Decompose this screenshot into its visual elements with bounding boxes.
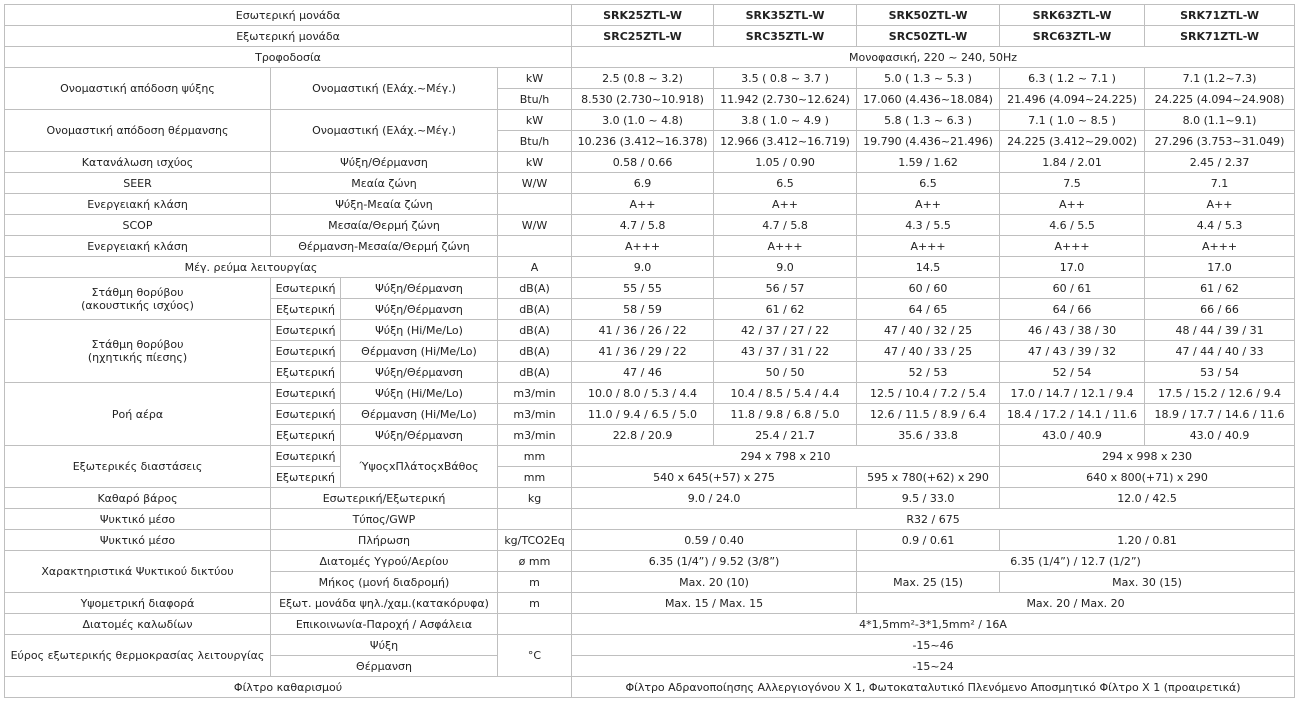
value-cell: Μονοφασική, 220 ~ 240, 50Hz — [572, 47, 1295, 68]
row-label: Εύρος εξωτερικής θερμοκρασίας λειτουργίας — [5, 635, 271, 677]
value-cell: 35.6 / 33.8 — [857, 425, 1000, 446]
value-cell: 4.4 / 5.3 — [1145, 215, 1295, 236]
value-cell: 43.0 / 40.9 — [1145, 425, 1295, 446]
unit-cell: dB(A) — [498, 320, 572, 341]
energy-class-cool-row — [5, 194, 1295, 215]
unit-cell: m3/min — [498, 383, 572, 404]
heating-kw-row — [5, 110, 1295, 131]
value-cell: 41 / 36 / 29 / 22 — [572, 341, 714, 362]
unit-cell: dB(A) — [498, 362, 572, 383]
charge-row — [5, 530, 1295, 551]
value-cell: A++ — [1145, 194, 1295, 215]
value-cell: 595 x 780(+62) x 290 — [857, 467, 1000, 488]
value-cell: 1.84 / 2.01 — [1000, 152, 1145, 173]
location-cell: Εξωτερική — [271, 299, 341, 320]
row-label: Εξωτερικές διαστάσεις — [5, 446, 271, 488]
sub-label: Ονομαστική (Ελάχ.~Μέγ.) — [271, 68, 498, 110]
value-cell: 9.0 — [572, 257, 714, 278]
unit-cell: dB(A) — [498, 299, 572, 320]
unit-cell: dB(A) — [498, 278, 572, 299]
value-cell: 12.966 (3.412~16.719) — [714, 131, 857, 152]
model-cell: SRK25ZTL-W — [572, 5, 714, 26]
spec-table — [4, 4, 1295, 698]
row-label: SCOP — [5, 215, 271, 236]
sub-label: Μήκος (μονή διαδρομή) — [271, 572, 498, 593]
dimensions-row — [5, 446, 1295, 467]
value-cell: 2.5 (0.8 ~ 3.2) — [572, 68, 714, 89]
value-cell: 41 / 36 / 26 / 22 — [572, 320, 714, 341]
row-label — [5, 320, 271, 383]
value-cell: 4.6 / 5.5 — [1000, 215, 1145, 236]
sub-label: Επικοινωνία-Παροχή / Ασφάλεια — [271, 614, 498, 635]
value-cell: 5.8 ( 1.3 ~ 6.3 ) — [857, 110, 1000, 131]
value-cell: 4.3 / 5.5 — [857, 215, 1000, 236]
value-cell: 8.530 (2.730~10.918) — [572, 89, 714, 110]
value-cell: 3.5 ( 0.8 ~ 3.7 ) — [714, 68, 857, 89]
height-diff-row — [5, 593, 1295, 614]
sub-label: Ψύξη/Θέρμανση — [271, 152, 498, 173]
model-cell: SRC35ZTL-W — [714, 26, 857, 47]
value-cell: Max. 25 (15) — [857, 572, 1000, 593]
unit-cell — [498, 194, 572, 215]
mode-cell: Θέρμανση (Hi/Me/Lo) — [341, 404, 498, 425]
value-cell: 5.0 ( 1.3 ~ 5.3 ) — [857, 68, 1000, 89]
value-cell: 47 / 43 / 39 / 32 — [1000, 341, 1145, 362]
value-cell: 12.0 / 42.5 — [1000, 488, 1295, 509]
value-cell: 47 / 46 — [572, 362, 714, 383]
model-cell: SRC25ZTL-W — [572, 26, 714, 47]
max-current-row — [5, 257, 1295, 278]
value-cell: R32 / 675 — [572, 509, 1295, 530]
sub-label: Πλήρωση — [271, 530, 498, 551]
value-cell: 47 / 40 / 33 / 25 — [857, 341, 1000, 362]
location-cell: Εσωτερική — [271, 320, 341, 341]
filter-row — [5, 677, 1295, 698]
value-cell: 11.942 (2.730~12.624) — [714, 89, 857, 110]
row-label: Ονομαστική απόδοση θέρμανσης — [5, 110, 271, 152]
sub-label: Μεαία ζώνη — [271, 173, 498, 194]
value-cell: 294 x 998 x 230 — [1000, 446, 1295, 467]
value-cell: 6.9 — [572, 173, 714, 194]
energy-class-heat-row — [5, 236, 1295, 257]
value-cell: Max. 20 / Max. 20 — [857, 593, 1295, 614]
power-consumption-row — [5, 152, 1295, 173]
temp-range-cool-row — [5, 635, 1295, 656]
value-cell: 0.58 / 0.66 — [572, 152, 714, 173]
row-label: Ψυκτικό μέσο — [5, 530, 271, 551]
value-cell: 17.5 / 15.2 / 12.6 / 9.4 — [1145, 383, 1295, 404]
sub-label: Διατομές Υγρού/Αερίου — [271, 551, 498, 572]
refrigerant-row — [5, 509, 1295, 530]
value-cell: 52 / 53 — [857, 362, 1000, 383]
value-cell: 3.0 (1.0 ~ 4.8) — [572, 110, 714, 131]
value-cell: 8.0 (1.1~9.1) — [1145, 110, 1295, 131]
value-cell: 21.496 (4.094~24.225) — [1000, 89, 1145, 110]
value-cell: -15~46 — [572, 635, 1295, 656]
row-label: Μέγ. ρεύμα λειτουργίας — [5, 257, 498, 278]
unit-cell: mm — [498, 446, 572, 467]
value-cell: 24.225 (4.094~24.908) — [1145, 89, 1295, 110]
row-label — [5, 278, 271, 320]
value-cell: A+++ — [714, 236, 857, 257]
value-cell: 12.5 / 10.4 / 7.2 / 5.4 — [857, 383, 1000, 404]
power-supply-row — [5, 47, 1295, 68]
value-cell: A+++ — [857, 236, 1000, 257]
model-cell: SRC50ZTL-W — [857, 26, 1000, 47]
sub-label: Μεσαία/Θερμή ζώνη — [271, 215, 498, 236]
location-cell: Εσωτερική — [271, 404, 341, 425]
model-cell: SRC63ZTL-W — [1000, 26, 1145, 47]
unit-cell: mm — [498, 467, 572, 488]
unit-cell — [498, 614, 572, 635]
unit-cell: Btu/h — [498, 131, 572, 152]
value-cell: 43.0 / 40.9 — [1000, 425, 1145, 446]
value-cell: 7.5 — [1000, 173, 1145, 194]
value-cell: 0.59 / 0.40 — [572, 530, 857, 551]
unit-cell: W/W — [498, 215, 572, 236]
value-cell: 22.8 / 20.9 — [572, 425, 714, 446]
piping-diameter-row — [5, 551, 1295, 572]
sub-label: Ονομαστική (Ελάχ.~Μέγ.) — [271, 110, 498, 152]
value-cell: 50 / 50 — [714, 362, 857, 383]
unit-cell: kg — [498, 488, 572, 509]
model-cell: SRK50ZTL-W — [857, 5, 1000, 26]
row-label: Χαρακτηριστικά Ψυκτικού δικτύου — [5, 551, 271, 593]
value-cell: 17.0 — [1145, 257, 1295, 278]
value-cell: Φίλτρο Αδρανοποίησης Αλλεργιογόνου Χ 1, Φωτοκαταλυτικό Πλενόμενο Αποσμητικό Φίλτρο Χ 1 (προαιρετικά) — [572, 677, 1295, 698]
location-cell: Εσωτερική — [271, 446, 341, 467]
row-label: Καθαρό βάρος — [5, 488, 271, 509]
location-cell: Εσωτερική — [271, 278, 341, 299]
row-label-line2: (ακουστικής ισχύος) — [81, 298, 194, 312]
row-label: Ενεργειακή κλάση — [5, 194, 271, 215]
unit-cell — [498, 236, 572, 257]
model-cell: SRK63ZTL-W — [1000, 5, 1145, 26]
row-label-line1: Στάθμη θορύβου — [91, 285, 184, 299]
row-label-line2: (ηχητικής πίεσης) — [87, 351, 188, 364]
indoor-unit-row — [5, 5, 1295, 26]
value-cell: 7.1 — [1145, 173, 1295, 194]
unit-cell: kW — [498, 68, 572, 89]
unit-cell: ø mm — [498, 551, 572, 572]
value-cell: A++ — [714, 194, 857, 215]
value-cell: A++ — [572, 194, 714, 215]
row-label-line1: Στάθμη θορύβου — [91, 338, 184, 351]
value-cell: 14.5 — [857, 257, 1000, 278]
value-cell: 10.236 (3.412~16.378) — [572, 131, 714, 152]
value-cell: Max. 30 (15) — [1000, 572, 1295, 593]
value-cell: 294 x 798 x 210 — [572, 446, 1000, 467]
row-label: Ψυκτικό μέσο — [5, 509, 271, 530]
value-cell: 47 / 44 / 40 / 33 — [1145, 341, 1295, 362]
value-cell: 58 / 59 — [572, 299, 714, 320]
unit-cell: W/W — [498, 173, 572, 194]
value-cell: 6.3 ( 1.2 ~ 7.1 ) — [1000, 68, 1145, 89]
value-cell: A+++ — [1000, 236, 1145, 257]
sound-power-row — [5, 278, 1295, 299]
row-label: Εξωτερική μονάδα — [5, 26, 572, 47]
mode-cell: Ψύξη (Hi/Me/Lo) — [341, 320, 498, 341]
seer-row — [5, 173, 1295, 194]
row-label: Εσωτερική μονάδα — [5, 5, 572, 26]
unit-cell — [498, 509, 572, 530]
row-label: Ενεργειακή κλάση — [5, 236, 271, 257]
mode-cell: Ψύξη/Θέρμανση — [341, 278, 498, 299]
value-cell: 17.060 (4.436~18.084) — [857, 89, 1000, 110]
value-cell: 25.4 / 21.7 — [714, 425, 857, 446]
mode-cell: Ψύξη/Θέρμανση — [341, 362, 498, 383]
value-cell: 47 / 40 / 32 / 25 — [857, 320, 1000, 341]
value-cell: 1.05 / 0.90 — [714, 152, 857, 173]
value-cell: 6.35 (1/4”) / 9.52 (3/8”) — [572, 551, 857, 572]
location-cell: Εξωτερική — [271, 425, 341, 446]
outdoor-unit-row — [5, 26, 1295, 47]
airflow-row — [5, 383, 1295, 404]
value-cell: 66 / 66 — [1145, 299, 1295, 320]
value-cell: 2.45 / 2.37 — [1145, 152, 1295, 173]
value-cell: 27.296 (3.753~31.049) — [1145, 131, 1295, 152]
mode-cell: Ψύξη/Θέρμανση — [341, 425, 498, 446]
unit-cell: dB(A) — [498, 341, 572, 362]
value-cell: 64 / 66 — [1000, 299, 1145, 320]
value-cell: Max. 20 (10) — [572, 572, 857, 593]
mode-cell: ΎψοςxΠλάτοςxΒάθος — [341, 446, 498, 488]
value-cell: A++ — [1000, 194, 1145, 215]
value-cell: 10.4 / 8.5 / 5.4 / 4.4 — [714, 383, 857, 404]
value-cell: 11.0 / 9.4 / 6.5 / 5.0 — [572, 404, 714, 425]
sub-label: Εσωτερική/Εξωτερική — [271, 488, 498, 509]
value-cell: 18.4 / 17.2 / 14.1 / 11.6 — [1000, 404, 1145, 425]
mode-cell: Θέρμανση (Hi/Me/Lo) — [341, 341, 498, 362]
model-cell: SRK71ZTL-W — [1145, 5, 1295, 26]
unit-cell: °C — [498, 635, 572, 677]
value-cell: 52 / 54 — [1000, 362, 1145, 383]
row-label: Διατομές καλωδίων — [5, 614, 271, 635]
row-label: Φίλτρο καθαρισμού — [5, 677, 572, 698]
cables-row — [5, 614, 1295, 635]
value-cell: 4.7 / 5.8 — [572, 215, 714, 236]
value-cell: 7.1 ( 1.0 ~ 8.5 ) — [1000, 110, 1145, 131]
value-cell: 0.9 / 0.61 — [857, 530, 1000, 551]
value-cell: 43 / 37 / 31 / 22 — [714, 341, 857, 362]
value-cell: 9.0 / 24.0 — [572, 488, 857, 509]
row-label: Υψομετρική διαφορά — [5, 593, 271, 614]
row-label: Κατανάλωση ισχύος — [5, 152, 271, 173]
unit-cell: kW — [498, 152, 572, 173]
value-cell: 55 / 55 — [572, 278, 714, 299]
value-cell: -15~24 — [572, 656, 1295, 677]
value-cell: 12.6 / 11.5 / 8.9 / 6.4 — [857, 404, 1000, 425]
unit-cell: m3/min — [498, 404, 572, 425]
value-cell: 60 / 61 — [1000, 278, 1145, 299]
value-cell: 48 / 44 / 39 / 31 — [1145, 320, 1295, 341]
value-cell: 640 x 800(+71) x 290 — [1000, 467, 1295, 488]
value-cell: 17.0 / 14.7 / 12.1 / 9.4 — [1000, 383, 1145, 404]
mode-cell: Ψύξη (Hi/Me/Lo) — [341, 383, 498, 404]
value-cell: A++ — [857, 194, 1000, 215]
value-cell: 17.0 — [1000, 257, 1145, 278]
unit-cell: kW — [498, 110, 572, 131]
value-cell: 1.59 / 1.62 — [857, 152, 1000, 173]
value-cell: 61 / 62 — [714, 299, 857, 320]
value-cell: 18.9 / 17.7 / 14.6 / 11.6 — [1145, 404, 1295, 425]
row-label: SEER — [5, 173, 271, 194]
value-cell: 42 / 37 / 27 / 22 — [714, 320, 857, 341]
unit-cell: Btu/h — [498, 89, 572, 110]
sub-label: Ψύξη-Μεαία ζώνη — [271, 194, 498, 215]
model-cell: SRK35ZTL-W — [714, 5, 857, 26]
sub-label: Θέρμανση-Μεσαία/Θερμή ζώνη — [271, 236, 498, 257]
value-cell: 53 / 54 — [1145, 362, 1295, 383]
value-cell: 60 / 60 — [857, 278, 1000, 299]
value-cell: 46 / 43 / 38 / 30 — [1000, 320, 1145, 341]
value-cell: 540 x 645(+57) x 275 — [572, 467, 857, 488]
value-cell: A+++ — [572, 236, 714, 257]
value-cell: 10.0 / 8.0 / 5.3 / 4.4 — [572, 383, 714, 404]
value-cell: 6.5 — [857, 173, 1000, 194]
unit-cell: m — [498, 593, 572, 614]
value-cell: 4.7 / 5.8 — [714, 215, 857, 236]
sub-label: Θέρμανση — [271, 656, 498, 677]
sub-label: Εξωτ. μονάδα ψηλ./χαμ.(κατακόρυφα) — [271, 593, 498, 614]
value-cell: 3.8 ( 1.0 ~ 4.9 ) — [714, 110, 857, 131]
value-cell: 19.790 (4.436~21.496) — [857, 131, 1000, 152]
unit-cell: m — [498, 572, 572, 593]
value-cell: 1.20 / 0.81 — [1000, 530, 1295, 551]
value-cell: 56 / 57 — [714, 278, 857, 299]
row-label: Ροή αέρα — [5, 383, 271, 446]
value-cell: 64 / 65 — [857, 299, 1000, 320]
row-label: Ονομαστική απόδοση ψύξης — [5, 68, 271, 110]
unit-cell: m3/min — [498, 425, 572, 446]
sub-label: Ψύξη — [271, 635, 498, 656]
value-cell: 6.35 (1/4”) / 12.7 (1/2”) — [857, 551, 1295, 572]
value-cell: A+++ — [1145, 236, 1295, 257]
sound-pressure-row — [5, 320, 1295, 341]
value-cell: 6.5 — [714, 173, 857, 194]
unit-cell: kg/TCO2Eq — [498, 530, 572, 551]
cooling-kw-row — [5, 68, 1295, 89]
value-cell: Max. 15 / Max. 15 — [572, 593, 857, 614]
location-cell: Εσωτερική — [271, 341, 341, 362]
sub-label: Τύπος/GWP — [271, 509, 498, 530]
value-cell: 24.225 (3.412~29.002) — [1000, 131, 1145, 152]
location-cell: Εσωτερική — [271, 383, 341, 404]
value-cell: 11.8 / 9.8 / 6.8 / 5.0 — [714, 404, 857, 425]
row-label: Τροφοδοσία — [5, 47, 572, 68]
location-cell: Εξωτερική — [271, 362, 341, 383]
value-cell: 9.0 — [714, 257, 857, 278]
value-cell: 9.5 / 33.0 — [857, 488, 1000, 509]
value-cell: 7.1 (1.2~7.3) — [1145, 68, 1295, 89]
mode-cell: Ψύξη/Θέρμανση — [341, 299, 498, 320]
value-cell: 4*1,5mm²-3*1,5mm² / 16A — [572, 614, 1295, 635]
scop-row — [5, 215, 1295, 236]
weight-row — [5, 488, 1295, 509]
value-cell: 61 / 62 — [1145, 278, 1295, 299]
location-cell: Εξωτερική — [271, 467, 341, 488]
model-cell: SRK71ZTL-W — [1145, 26, 1295, 47]
unit-cell: A — [498, 257, 572, 278]
